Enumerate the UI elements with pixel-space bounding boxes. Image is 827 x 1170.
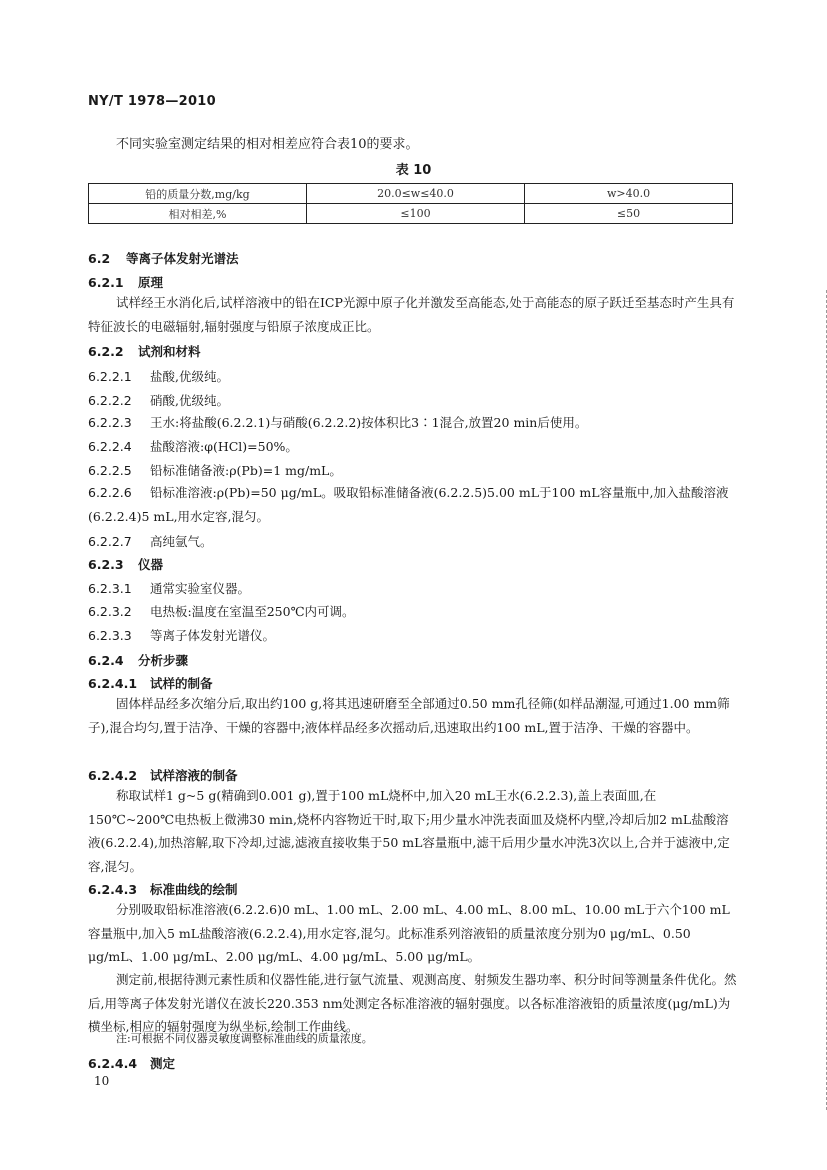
table-10 — [88, 183, 733, 224]
list-item — [88, 391, 229, 409]
section-number: 6.2.3 — [88, 557, 124, 572]
table-row — [89, 184, 733, 204]
page-number: 10 — [94, 1074, 110, 1088]
item-text: 王水:将盐酸(6.2.2.1)与硝酸(6.2.2.2)按体积比3∶1混合,放置20 min后使用。 — [150, 415, 588, 430]
item-number: 6.2.2.4 — [88, 439, 132, 454]
section-number: 6.2.4.2 — [88, 768, 138, 783]
standard-code: NY/T 1978—2010 — [88, 94, 216, 109]
item-number: 6.2.3.1 — [88, 581, 132, 596]
section-heading — [88, 880, 238, 898]
item-text: 硝酸,优级纯。 — [150, 393, 229, 408]
item-number: 6.2.3.3 — [88, 628, 132, 643]
list-item — [88, 437, 298, 455]
list-item — [88, 481, 738, 528]
item-number: 6.2.2.1 — [88, 369, 132, 384]
list-item — [88, 367, 229, 385]
item-text: 电热板:温度在室温至250℃内可调。 — [150, 604, 355, 619]
list-item — [88, 461, 342, 479]
section-title: 仪器 — [138, 557, 164, 572]
section-heading — [88, 555, 163, 573]
item-text: 铅标准储备液:ρ(Pb)=1 mg/mL。 — [150, 463, 342, 478]
section-number: 6.2.4.3 — [88, 882, 138, 897]
section-title: 等离子体发射光谱法 — [126, 251, 239, 266]
section-number: 6.2.4.1 — [88, 676, 138, 691]
intro-sentence: 不同实验室测定结果的相对相差应符合表10的要求。 — [116, 137, 419, 152]
paragraph-standard-curve-1: 分别吸取铅标准溶液(6.2.2.6)0 mL、1.00 mL、2.00 mL、4.00 mL、8.00 mL、10.00 mL于六个100 mL容量瓶中,加入5 mL盐酸溶液(6.2.2.4),用水定容,混匀。此标准系列溶液铅的质量浓度分别为0 μg/mL、0.50 μg/mL、1.00 μg/mL、2.00 μg/mL、4.00 μg/mL、5.00 μg/mL。 — [88, 902, 730, 964]
section-title: 测定 — [150, 1056, 176, 1071]
section-title: 标准曲线的绘制 — [150, 882, 238, 897]
item-number: 6.2.3.2 — [88, 604, 132, 619]
section-heading — [88, 674, 213, 692]
table-cell-value2: ≤50 — [525, 204, 733, 224]
section-number: 6.2.1 — [88, 275, 124, 290]
table-cell-range1: 20.0≤w≤40.0 — [307, 184, 525, 204]
table-cell-label: 相对相差,% — [89, 204, 307, 224]
table-row — [89, 204, 733, 224]
section-number: 6.2.4.4 — [88, 1056, 138, 1071]
item-text: 盐酸溶液:φ(HCl)=50%。 — [150, 439, 298, 454]
table-cell-label: 铅的质量分数,mg/kg — [89, 184, 307, 204]
section-title: 试样溶液的制备 — [150, 768, 238, 783]
paragraph-principle: 试样经王水消化后,试样溶液中的铅在ICP光源中原子化并激发至高能态,处于高能态的原子跃迁至基态时产生具有特征波长的电磁辐射,辐射强度与铅原子浓度成正比。 — [88, 295, 735, 334]
section-title: 试样的制备 — [150, 676, 213, 691]
item-text: 铅标准溶液:ρ(Pb)=50 μg/mL。吸取铅标准储备液(6.2.2.5)5.00 mL于100 mL容量瓶中,加入盐酸溶液(6.2.2.4)5 mL,用水定容,混匀。 — [88, 485, 729, 524]
section-heading — [88, 342, 201, 360]
list-item — [88, 602, 355, 620]
item-number: 6.2.2.2 — [88, 393, 132, 408]
paragraph-sample-prep: 固体样品经多次缩分后,取出约100 g,将其迅速研磨至全部通过0.50 mm孔径筛(如样品潮湿,可通过1.00 mm筛子),混合均匀,置于洁净、干燥的容器中;液体样品经多次摇动后,迅速取出约100 mL,置于洁净、干燥的容器中。 — [88, 696, 730, 735]
item-text: 高纯氩气。 — [150, 534, 213, 549]
scan-edge-marks — [823, 290, 827, 1110]
section-heading — [88, 273, 163, 291]
item-number: 6.2.2.6 — [88, 485, 132, 500]
list-item — [88, 579, 250, 597]
table-cell-value1: ≤100 — [307, 204, 525, 224]
paragraph-standard-curve-2: 测定前,根据待测元素性质和仪器性能,进行氩气流量、观测高度、射频发生器功率、积分时间等测量条件优化。然后,用等离子体发射光谱仪在波长220.353 nm处测定各标准溶液的辐射强度。以各标准溶液铅的质量浓度(μg/mL)为横坐标,相应的辐射强度为纵坐标,绘制工作曲线。 — [88, 972, 737, 1034]
section-number: 6.2.4 — [88, 653, 124, 668]
item-text: 等离子体发射光谱仪。 — [150, 628, 276, 643]
section-title: 分析步骤 — [138, 653, 189, 668]
item-text: 盐酸,优级纯。 — [150, 369, 229, 384]
item-text: 通常实验室仪器。 — [150, 581, 251, 596]
note: 注:可根据不同仪器灵敏度调整标准曲线的质量浓度。 — [116, 1032, 373, 1045]
list-item — [88, 532, 213, 550]
item-number: 6.2.2.5 — [88, 463, 132, 478]
paragraph-solution-prep: 称取试样1 g~5 g(精确到0.001 g),置于100 mL烧杯中,加入20 mL王水(6.2.2.3),盖上表面皿,在150℃~200℃电热板上微沸30 min,烧杯内容物近干时,取下;用少量水冲洗表面皿及烧杯内壁,冷却后加2 mL盐酸溶液(6.2.2.4),加热溶解,取下冷却,过滤,滤液直接收集于50 mL容量瓶中,滤干后用少量水冲洗3次以上,合并于滤液中,定容,混匀。 — [88, 788, 730, 874]
item-number: 6.2.2.7 — [88, 534, 132, 549]
section-heading — [88, 1054, 175, 1072]
section-heading — [88, 766, 238, 784]
section-heading — [88, 249, 239, 267]
item-number: 6.2.2.3 — [88, 415, 132, 430]
list-item — [88, 413, 587, 431]
list-item — [88, 626, 275, 644]
table-cell-range2: w>40.0 — [525, 184, 733, 204]
section-title: 试剂和材料 — [138, 344, 201, 359]
section-number: 6.2.2 — [88, 344, 124, 359]
table-title: 表 10 — [395, 163, 432, 178]
section-heading — [88, 651, 188, 669]
section-title: 原理 — [138, 275, 164, 290]
section-number: 6.2 — [88, 251, 111, 266]
